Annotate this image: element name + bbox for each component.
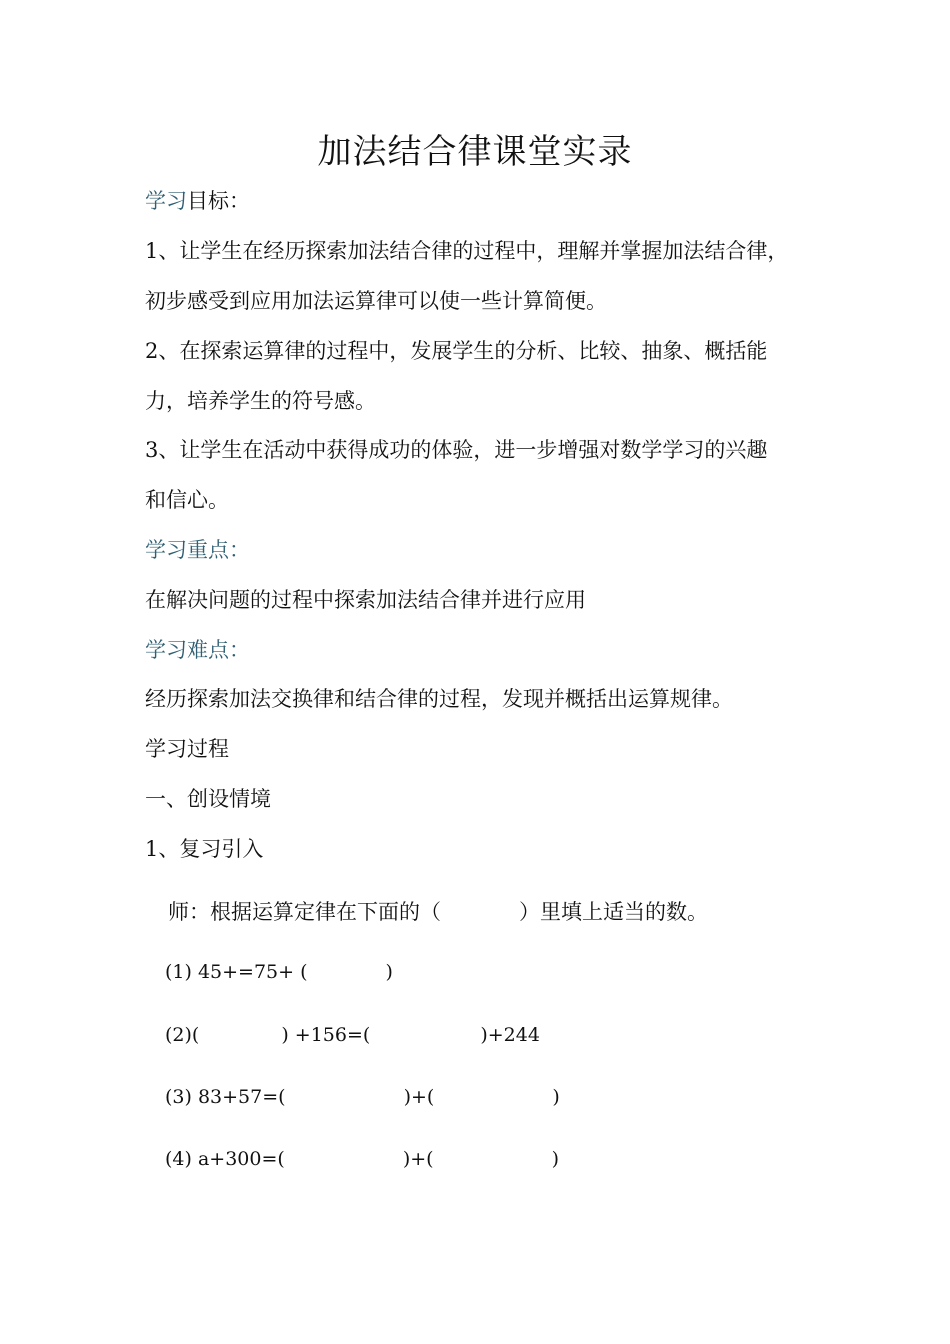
document-title: 加法结合律课堂实录 bbox=[317, 132, 633, 172]
teacher-prompt-part-a: 师：根据运算定律在下面的（ bbox=[168, 900, 441, 924]
exercise-1-part-b: ) bbox=[385, 961, 393, 983]
exercise-4-part-a: (4) a+300=( bbox=[165, 1148, 285, 1170]
exercise-3-part-b: )+( bbox=[403, 1086, 435, 1108]
subsection-1-heading: 1、复习引入 bbox=[145, 837, 264, 861]
teacher-prompt bbox=[168, 897, 708, 927]
objective-2-line-2: 力，培养学生的符号感。 bbox=[145, 389, 376, 413]
exercise-4-part-c: ) bbox=[551, 1148, 559, 1170]
exercise-3-part-a: (3) 83+57=( bbox=[165, 1086, 286, 1108]
exercise-2-part-a: (2)( bbox=[165, 1024, 200, 1046]
teacher-prompt-part-b: ）里填上适当的数。 bbox=[519, 900, 708, 924]
process-heading: 学习过程 bbox=[145, 737, 229, 761]
exercise-2 bbox=[165, 1021, 540, 1049]
exercise-2-part-c: )+244 bbox=[480, 1024, 540, 1046]
objectives-heading-part1: 学习 bbox=[145, 189, 187, 213]
key-points-heading: 学习重点： bbox=[145, 538, 250, 562]
exercise-4-part-b: )+( bbox=[402, 1148, 434, 1170]
exercise-2-part-b: ) +156=( bbox=[281, 1024, 371, 1046]
section-1-heading: 一、创设情境 bbox=[145, 787, 271, 811]
key-points-text: 在解决问题的过程中探索加法结合律并进行应用 bbox=[145, 588, 586, 612]
exercise-1-part-a: (1) 45+=75+ ( bbox=[165, 961, 308, 983]
objective-1-line-1: 1、让学生在经历探索加法结合律的过程中，理解并掌握加法结合律， bbox=[145, 239, 789, 263]
difficulty-text: 经历探索加法交换律和结合律的过程，发现并概括出运算规律。 bbox=[145, 687, 733, 711]
difficulty-heading: 学习难点： bbox=[145, 638, 250, 662]
exercise-3 bbox=[165, 1083, 560, 1111]
exercise-1 bbox=[165, 958, 393, 986]
objective-2-line-1: 2、在探索运算律的过程中，发展学生的分析、比较、抽象、概括能 bbox=[145, 339, 768, 363]
objective-3-line-2: 和信心。 bbox=[145, 488, 229, 512]
objective-1-line-2: 初步感受到应用加法运算律可以使一些计算简便。 bbox=[145, 289, 607, 313]
objectives-heading-part2: 目标： bbox=[187, 189, 250, 213]
objectives-heading bbox=[145, 186, 250, 216]
objective-3-line-1: 3、让学生在活动中获得成功的体验，进一步增强对数学学习的兴趣 bbox=[145, 438, 768, 462]
exercise-4 bbox=[165, 1145, 559, 1173]
exercise-3-part-c: ) bbox=[552, 1086, 560, 1108]
